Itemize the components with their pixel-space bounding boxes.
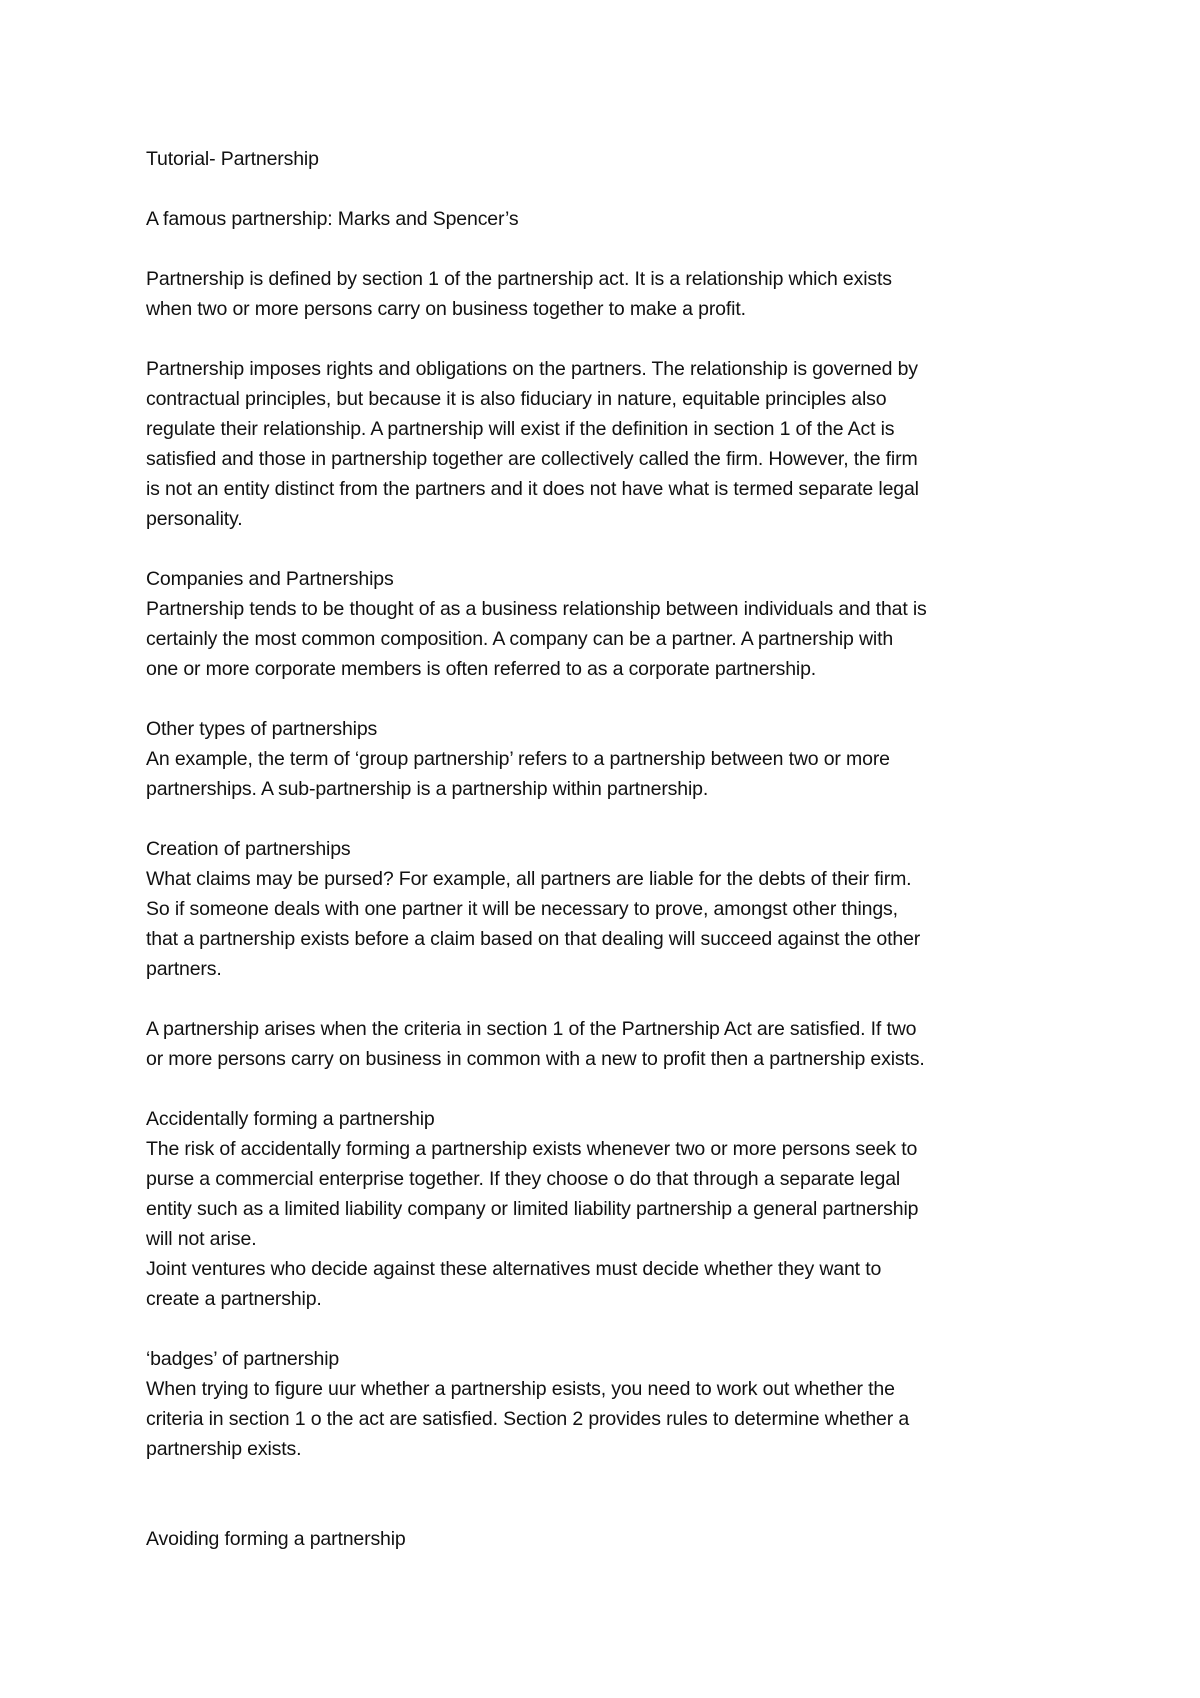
section-other-types (146, 714, 1076, 804)
paragraph-line: partnership exists. (146, 1438, 302, 1460)
paragraph-line: personality. (146, 508, 243, 530)
paragraph-line: or more persons carry on business in common with a new to profit then a partnership exists. (146, 1048, 925, 1070)
section-heading: Other types of partnerships (146, 718, 378, 740)
document-subtitle: A famous partnership: Marks and Spencer’s (146, 208, 519, 230)
paragraph-line: entity such as a limited liability company or limited liability partnership a general partnership (146, 1198, 919, 1220)
paragraph-line: partners. (146, 958, 222, 980)
paragraph-line: Joint ventures who decide against these alternatives must decide whether they want to (146, 1258, 882, 1280)
paragraph-line: create a partnership. (146, 1288, 322, 1310)
paragraph-line: criteria in section 1 o the act are satisfied. Section 2 provides rules to determine whether a (146, 1408, 910, 1430)
paragraph-line: An example, the term of ‘group partnership’ refers to a partnership between two or more (146, 748, 890, 770)
paragraph-line: partnerships. A sub-partnership is a partnership within partnership. (146, 778, 709, 800)
document-title: Tutorial- Partnership (146, 148, 319, 170)
document-page (146, 144, 1076, 1554)
section-heading: Companies and Partnerships (146, 568, 394, 590)
paragraph-line: What claims may be pursed? For example, all partners are liable for the debts of their firm. (146, 868, 912, 890)
paragraph-line: A partnership arises when the criteria in section 1 of the Partnership Act are satisfied. If two (146, 1018, 917, 1040)
section-heading: Accidentally forming a partnership (146, 1108, 435, 1130)
final-heading: Avoiding forming a partnership (146, 1528, 406, 1550)
section-heading: ‘badges’ of partnership (146, 1348, 340, 1370)
section-badges (146, 1344, 1076, 1464)
section-creation (146, 834, 1076, 984)
paragraph-line: The risk of accidentally forming a partnership exists whenever two or more persons seek to (146, 1138, 918, 1160)
paragraph-line: So if someone deals with one partner it will be necessary to prove, amongst other things, (146, 898, 898, 920)
paragraph-line: that a partnership exists before a claim based on that dealing will succeed against the other (146, 928, 921, 950)
section-heading: Creation of partnerships (146, 838, 351, 860)
paragraph-line: Partnership is defined by section 1 of the partnership act. It is a relationship which exists (146, 268, 892, 290)
section-accidentally-forming (146, 1104, 1076, 1314)
paragraph-line: purse a commercial enterprise together. If they choose o do that through a separate legal (146, 1168, 901, 1190)
section-companies-and-partnerships (146, 564, 1076, 684)
paragraph-line: regulate their relationship. A partnership will exist if the definition in section 1 of the Act is (146, 418, 895, 440)
paragraph-line: is not an entity distinct from the partners and it does not have what is termed separate legal (146, 478, 919, 500)
paragraph-line: Partnership tends to be thought of as a business relationship between individuals and that is (146, 598, 927, 620)
paragraph-line: one or more corporate members is often referred to as a corporate partnership. (146, 658, 817, 680)
paragraph-line: when two or more persons carry on business together to make a profit. (146, 298, 746, 320)
paragraph-line: Partnership imposes rights and obligations on the partners. The relationship is governed by (146, 358, 918, 380)
paragraph-line: satisfied and those in partnership together are collectively called the firm. However, the firm (146, 448, 918, 470)
paragraph-definition (146, 264, 1076, 324)
paragraph-line: certainly the most common composition. A company can be a partner. A partnership with (146, 628, 894, 650)
paragraph-arises (146, 1014, 1076, 1074)
paragraph-line: When trying to figure uur whether a partnership esists, you need to work out whether the (146, 1378, 895, 1400)
paragraph-rights-obligations (146, 354, 1076, 534)
paragraph-line: contractual principles, but because it is also fiduciary in nature, equitable principles also (146, 388, 887, 410)
paragraph-line: will not arise. (146, 1228, 257, 1250)
